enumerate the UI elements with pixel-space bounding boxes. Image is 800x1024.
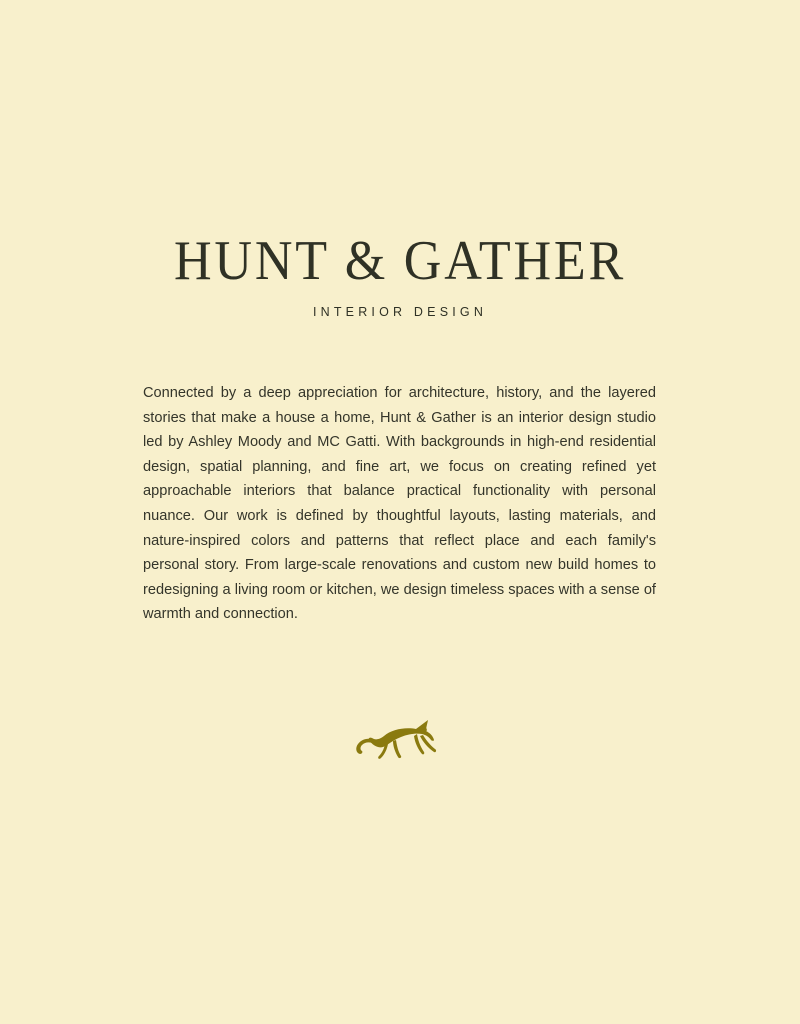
brand-tagline: INTERIOR DESIGN <box>312 304 488 319</box>
running-fox-icon <box>354 759 446 776</box>
footer-mark <box>0 716 800 777</box>
brand-lockup <box>0 232 800 319</box>
page-title: HUNT & GATHER <box>174 230 626 292</box>
about-text-block <box>143 381 656 627</box>
about-paragraph: Connected by a deep appreciation for architecture, history, and the layered stories that make a house a home, Hunt & Gather is an interior design studio led by Ashley Moody and MC Gatti. With backgrounds in high-end residential design, spatial planning, and fine art, we focus on creating refined yet approachable interiors that balance practical functionality with personal nuance. Our work is defined by thoughtful layouts, lasting materials, and nature-inspired colors and patterns that reflect place and each family's personal story. From large-scale renovations and custom new build homes to redesigning a living room or kitchen, we design timeless spaces with a sense of warmth and connection. <box>143 385 656 623</box>
